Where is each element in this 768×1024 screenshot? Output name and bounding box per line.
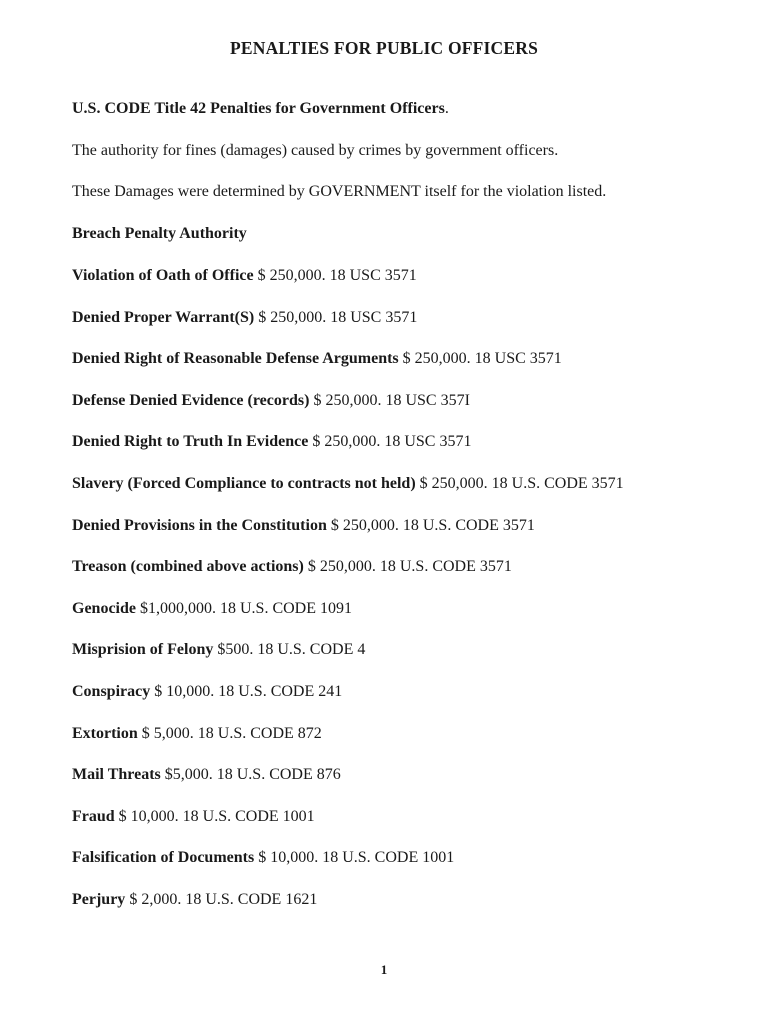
penalty-entry xyxy=(72,640,365,660)
penalty-amount-authority: $ 250,000. 18 U.S. CODE 3571 xyxy=(326,517,535,534)
penalty-breach: Denied Proper Warrant(S) xyxy=(72,309,255,326)
intro-heading-line xyxy=(72,99,449,119)
intro-line-1: The authority for fines (damages) caused by crimes by government officers. xyxy=(72,142,559,159)
penalty-entry xyxy=(72,391,470,411)
penalty-breach: Genocide xyxy=(72,600,136,617)
penalty-breach: Conspiracy xyxy=(72,683,151,700)
penalty-breach: Slavery (Forced Compliance to contracts not held) xyxy=(72,475,416,492)
intro-heading-suffix: . xyxy=(444,100,449,117)
penalty-breach: Treason (combined above actions) xyxy=(72,558,304,575)
penalty-entry xyxy=(72,266,417,286)
penalty-breach: Mail Threats xyxy=(72,766,161,783)
penalty-amount-authority: $ 2,000. 18 U.S. CODE 1621 xyxy=(125,891,318,908)
penalty-amount-authority: $ 10,000. 18 U.S. CODE 1001 xyxy=(114,808,315,825)
penalty-amount-authority: $ 250,000. 18 USC 357I xyxy=(309,392,470,409)
penalty-amount-authority: $ 250,000. 18 USC 3571 xyxy=(308,433,472,450)
penalty-amount-authority: $ 10,000. 18 U.S. CODE 1001 xyxy=(254,849,455,866)
page-title: PENALTIES FOR PUBLIC OFFICERS xyxy=(229,38,539,58)
penalty-amount-authority: $ 250,000. 18 U.S. CODE 3571 xyxy=(303,558,512,575)
penalty-breach: Defense Denied Evidence (records) xyxy=(72,392,310,409)
penalty-breach: Denied Provisions in the Constitution xyxy=(72,517,327,534)
table-header: Breach Penalty Authority xyxy=(72,225,247,242)
penalty-entry xyxy=(72,890,317,910)
penalty-entry xyxy=(72,807,315,827)
penalty-entry xyxy=(72,599,352,619)
penalty-amount-authority: $ 250,000. 18 USC 3571 xyxy=(254,309,418,326)
penalty-breach: Denied Right to Truth In Evidence xyxy=(72,433,309,450)
penalty-amount-authority: $ 5,000. 18 U.S. CODE 872 xyxy=(137,725,322,742)
penalty-breach: Misprision of Felony xyxy=(72,641,214,658)
penalty-entry xyxy=(72,557,512,577)
penalty-entry xyxy=(72,682,342,702)
penalty-entry xyxy=(72,308,417,328)
penalty-breach: Extortion xyxy=(72,725,138,742)
penalty-breach: Falsification of Documents xyxy=(72,849,255,866)
penalty-breach: Denied Right of Reasonable Defense Arguments xyxy=(72,350,399,367)
penalty-amount-authority: $ 250,000. 18 USC 3571 xyxy=(398,350,562,367)
penalty-entry xyxy=(72,474,624,494)
penalty-entry xyxy=(72,765,341,785)
penalty-entry xyxy=(72,724,322,744)
penalty-breach: Violation of Oath of Office xyxy=(72,267,254,284)
penalty-entry xyxy=(72,349,562,369)
penalty-breach: Perjury xyxy=(72,891,126,908)
penalty-amount-authority: $ 10,000. 18 U.S. CODE 241 xyxy=(150,683,343,700)
penalty-amount-authority: $ 250,000. 18 USC 3571 xyxy=(253,267,417,284)
intro-line-2: These Damages were determined by GOVERNMENT itself for the violation listed. xyxy=(72,183,607,200)
penalty-amount-authority: $ 250,000. 18 U.S. CODE 3571 xyxy=(415,475,624,492)
penalty-entry xyxy=(72,848,454,868)
penalty-entry xyxy=(72,516,535,536)
penalty-entry xyxy=(72,432,471,452)
penalty-amount-authority: $1,000,000. 18 U.S. CODE 1091 xyxy=(136,600,353,617)
penalty-amount-authority: $500. 18 U.S. CODE 4 xyxy=(213,641,366,658)
penalty-amount-authority: $5,000. 18 U.S. CODE 876 xyxy=(160,766,341,783)
intro-heading: U.S. CODE Title 42 Penalties for Government Officers xyxy=(72,100,445,117)
page-number: 1 xyxy=(380,962,388,977)
penalty-breach: Fraud xyxy=(72,808,115,825)
